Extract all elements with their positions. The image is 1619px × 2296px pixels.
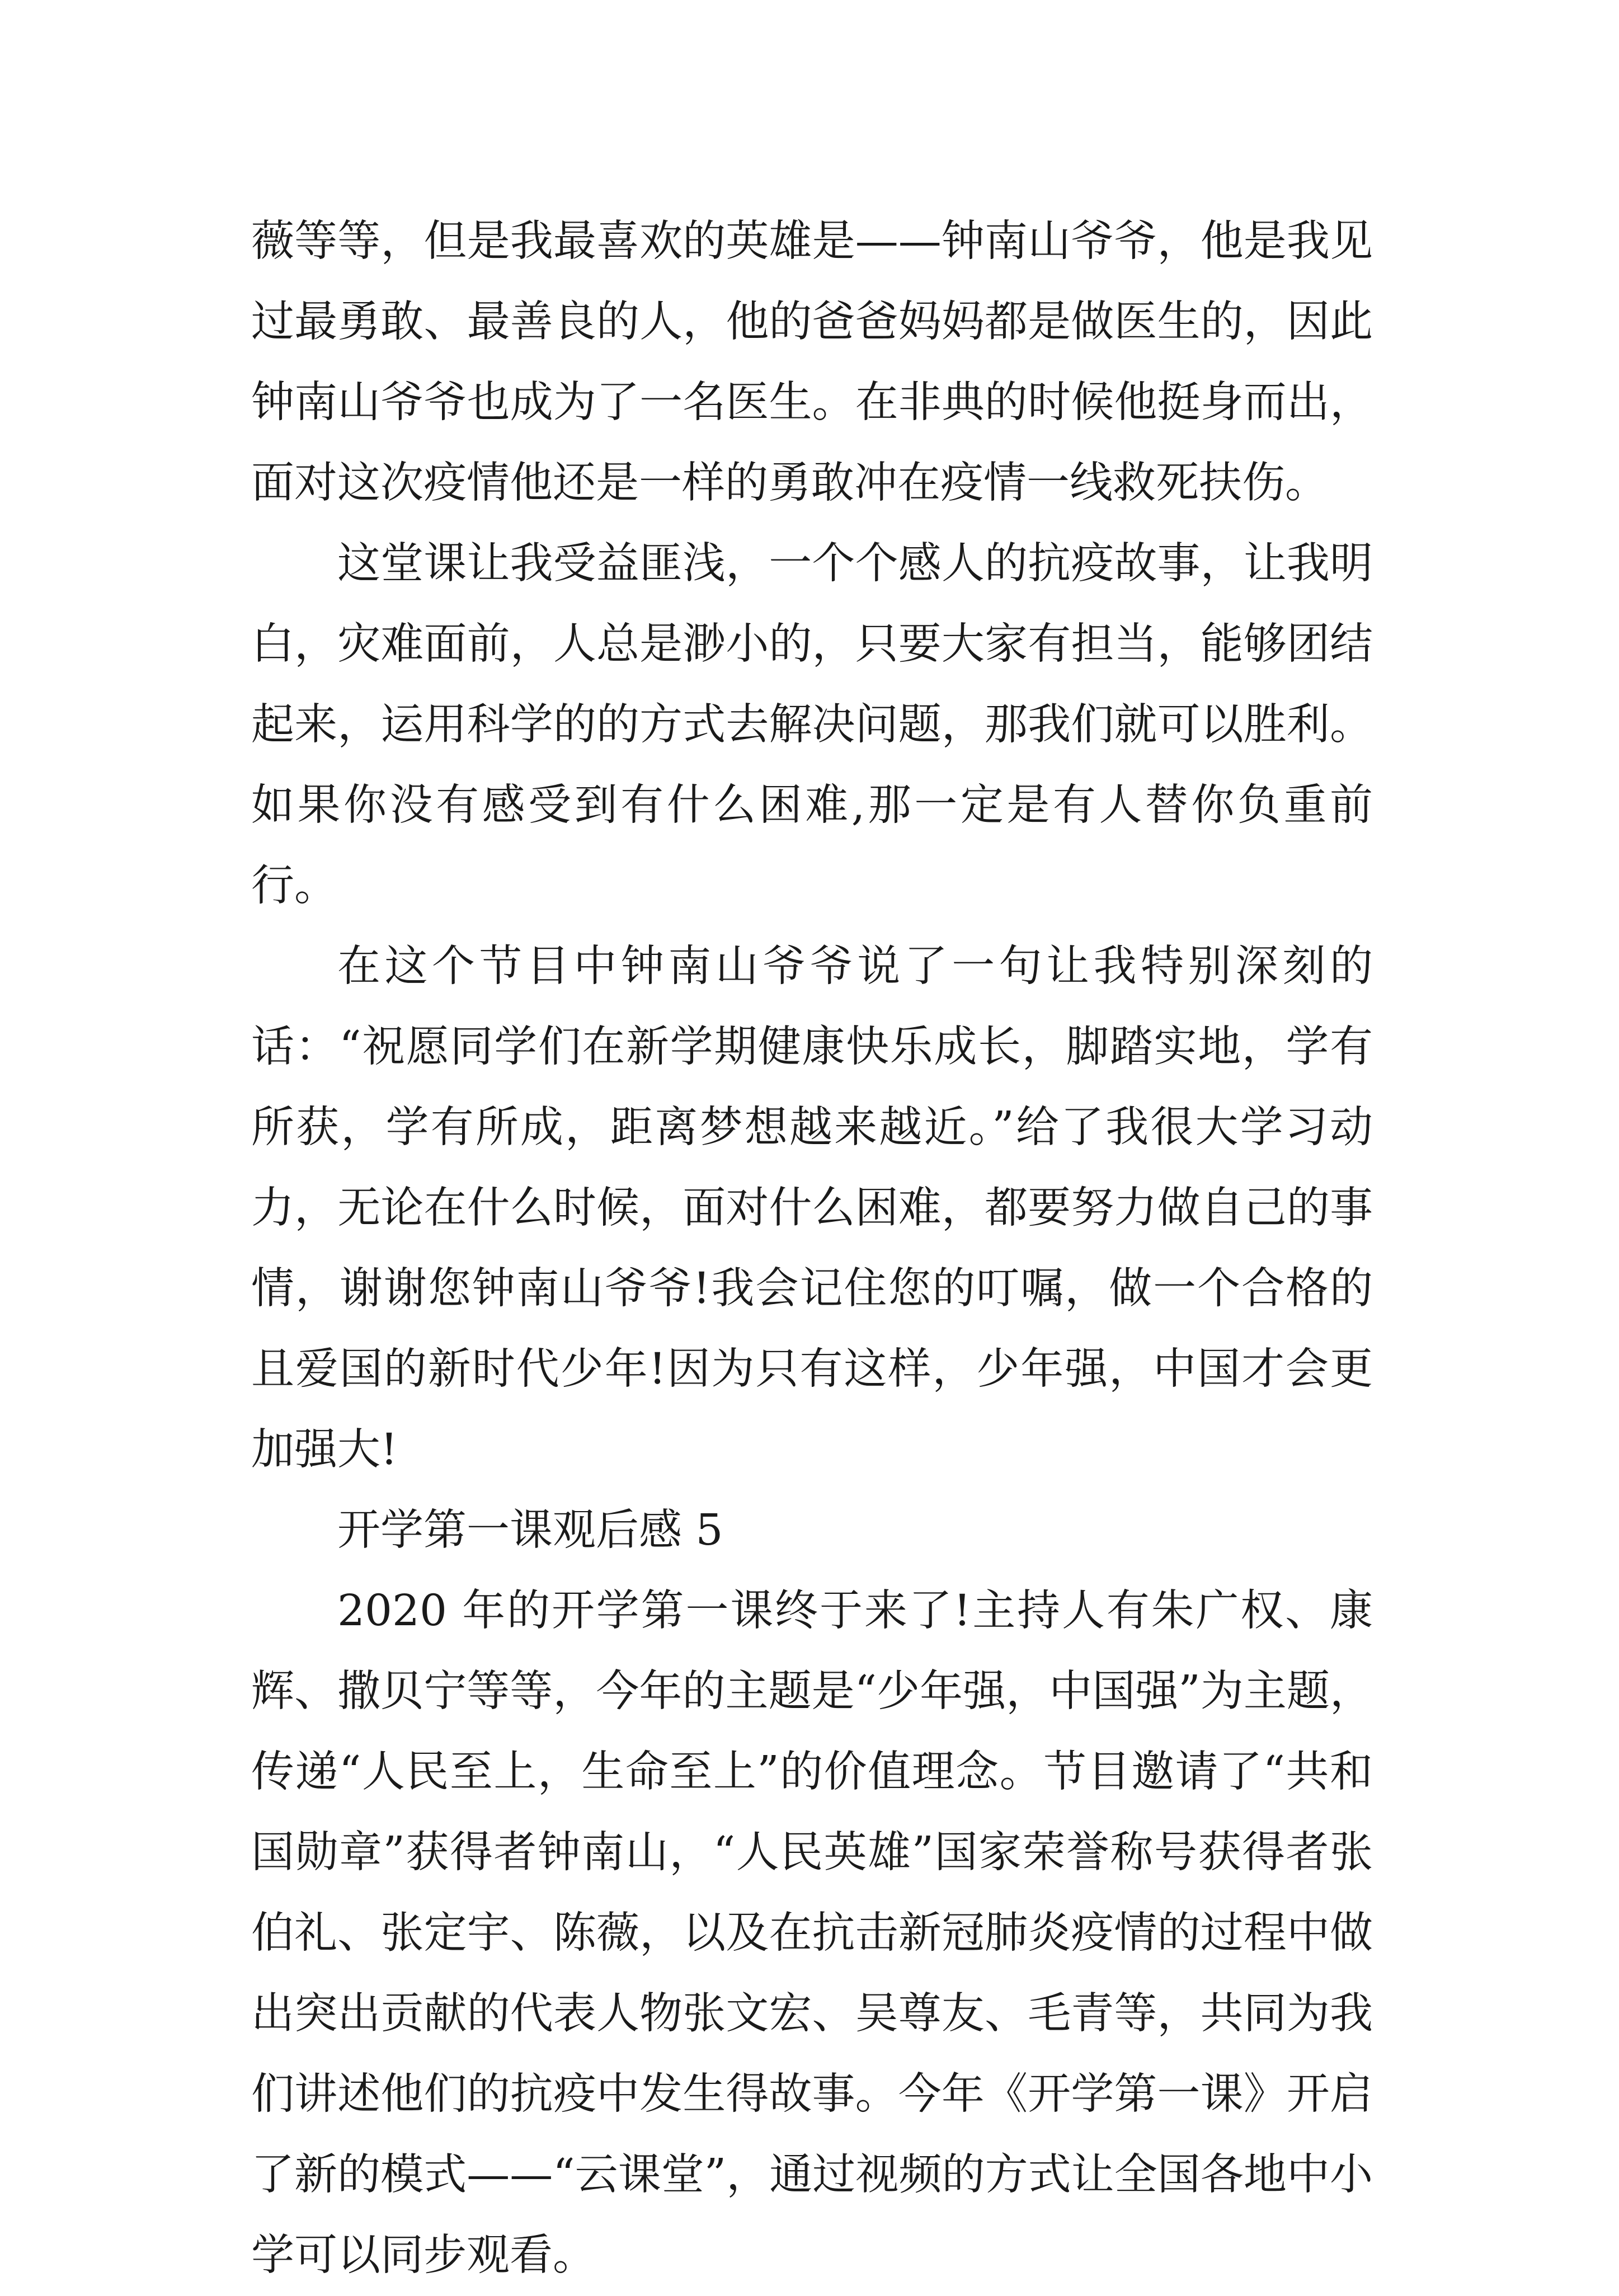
paragraph-section-body: 2020 年的开学第一课终于来了!主持人有朱广权、康辉、撒贝宁等等，今年的主题是“少年强，中国强”为主题，传递“人民至上，生命至上”的价值理念。节目邀请了“共和国勋章”获得者钟南山，“人民英雄”国家荣誉称号获得者张伯礼、张定宇、陈薇，以及在抗击新冠肺炎疫情的过程中做出突出贡献的代表人物张文宏、吴尊友、毛青等，共同为我们讲述他们的抗疫中发生得故事。今年《开学第一课》开启了新的模式——“云课堂”，通过视频的方式让全国各地中小学可以同步观看。	[251, 1586, 1373, 2280]
document-body	[251, 201, 1373, 2296]
paragraph-reflection: 这堂课让我受益匪浅，一个个感人的抗疫故事，让我明白，灾难面前，人总是渺小的，只要大家有担当，能够团结起来，运用科学的的方式去解决问题，那我们就可以胜利。如果你没有感受到有什么困难,那一定是有人替你负重前行。	[251, 539, 1373, 911]
paragraph-continuation: 薇等等，但是我最喜欢的英雄是——钟南山爷爷，他是我见过最勇敢、最善良的人，他的爸爸妈妈都是做医生的，因此钟南山爷爷也成为了一名医生。在非典的时候他挺身而出，面对这次疫情他还是一样的勇敢冲在疫情一线救死扶伤。	[251, 217, 1373, 508]
paragraph-quote: 在这个节目中钟南山爷爷说了一句让我特别深刻的话：“祝愿同学们在新学期健康快乐成长，脚踏实地，学有所获，学有所成，距离梦想越来越近。”给了我很大学习动力，无论在什么时候，面对什么困难，都要努力做自己的事情，谢谢您钟南山爷爷!我会记住您的叮嘱，做一个合格的且爱国的新时代少年!因为只有这样，少年强，中国才会更加强大!	[251, 942, 1373, 1475]
section-heading: 开学第一课观后感 5	[337, 1505, 723, 1555]
